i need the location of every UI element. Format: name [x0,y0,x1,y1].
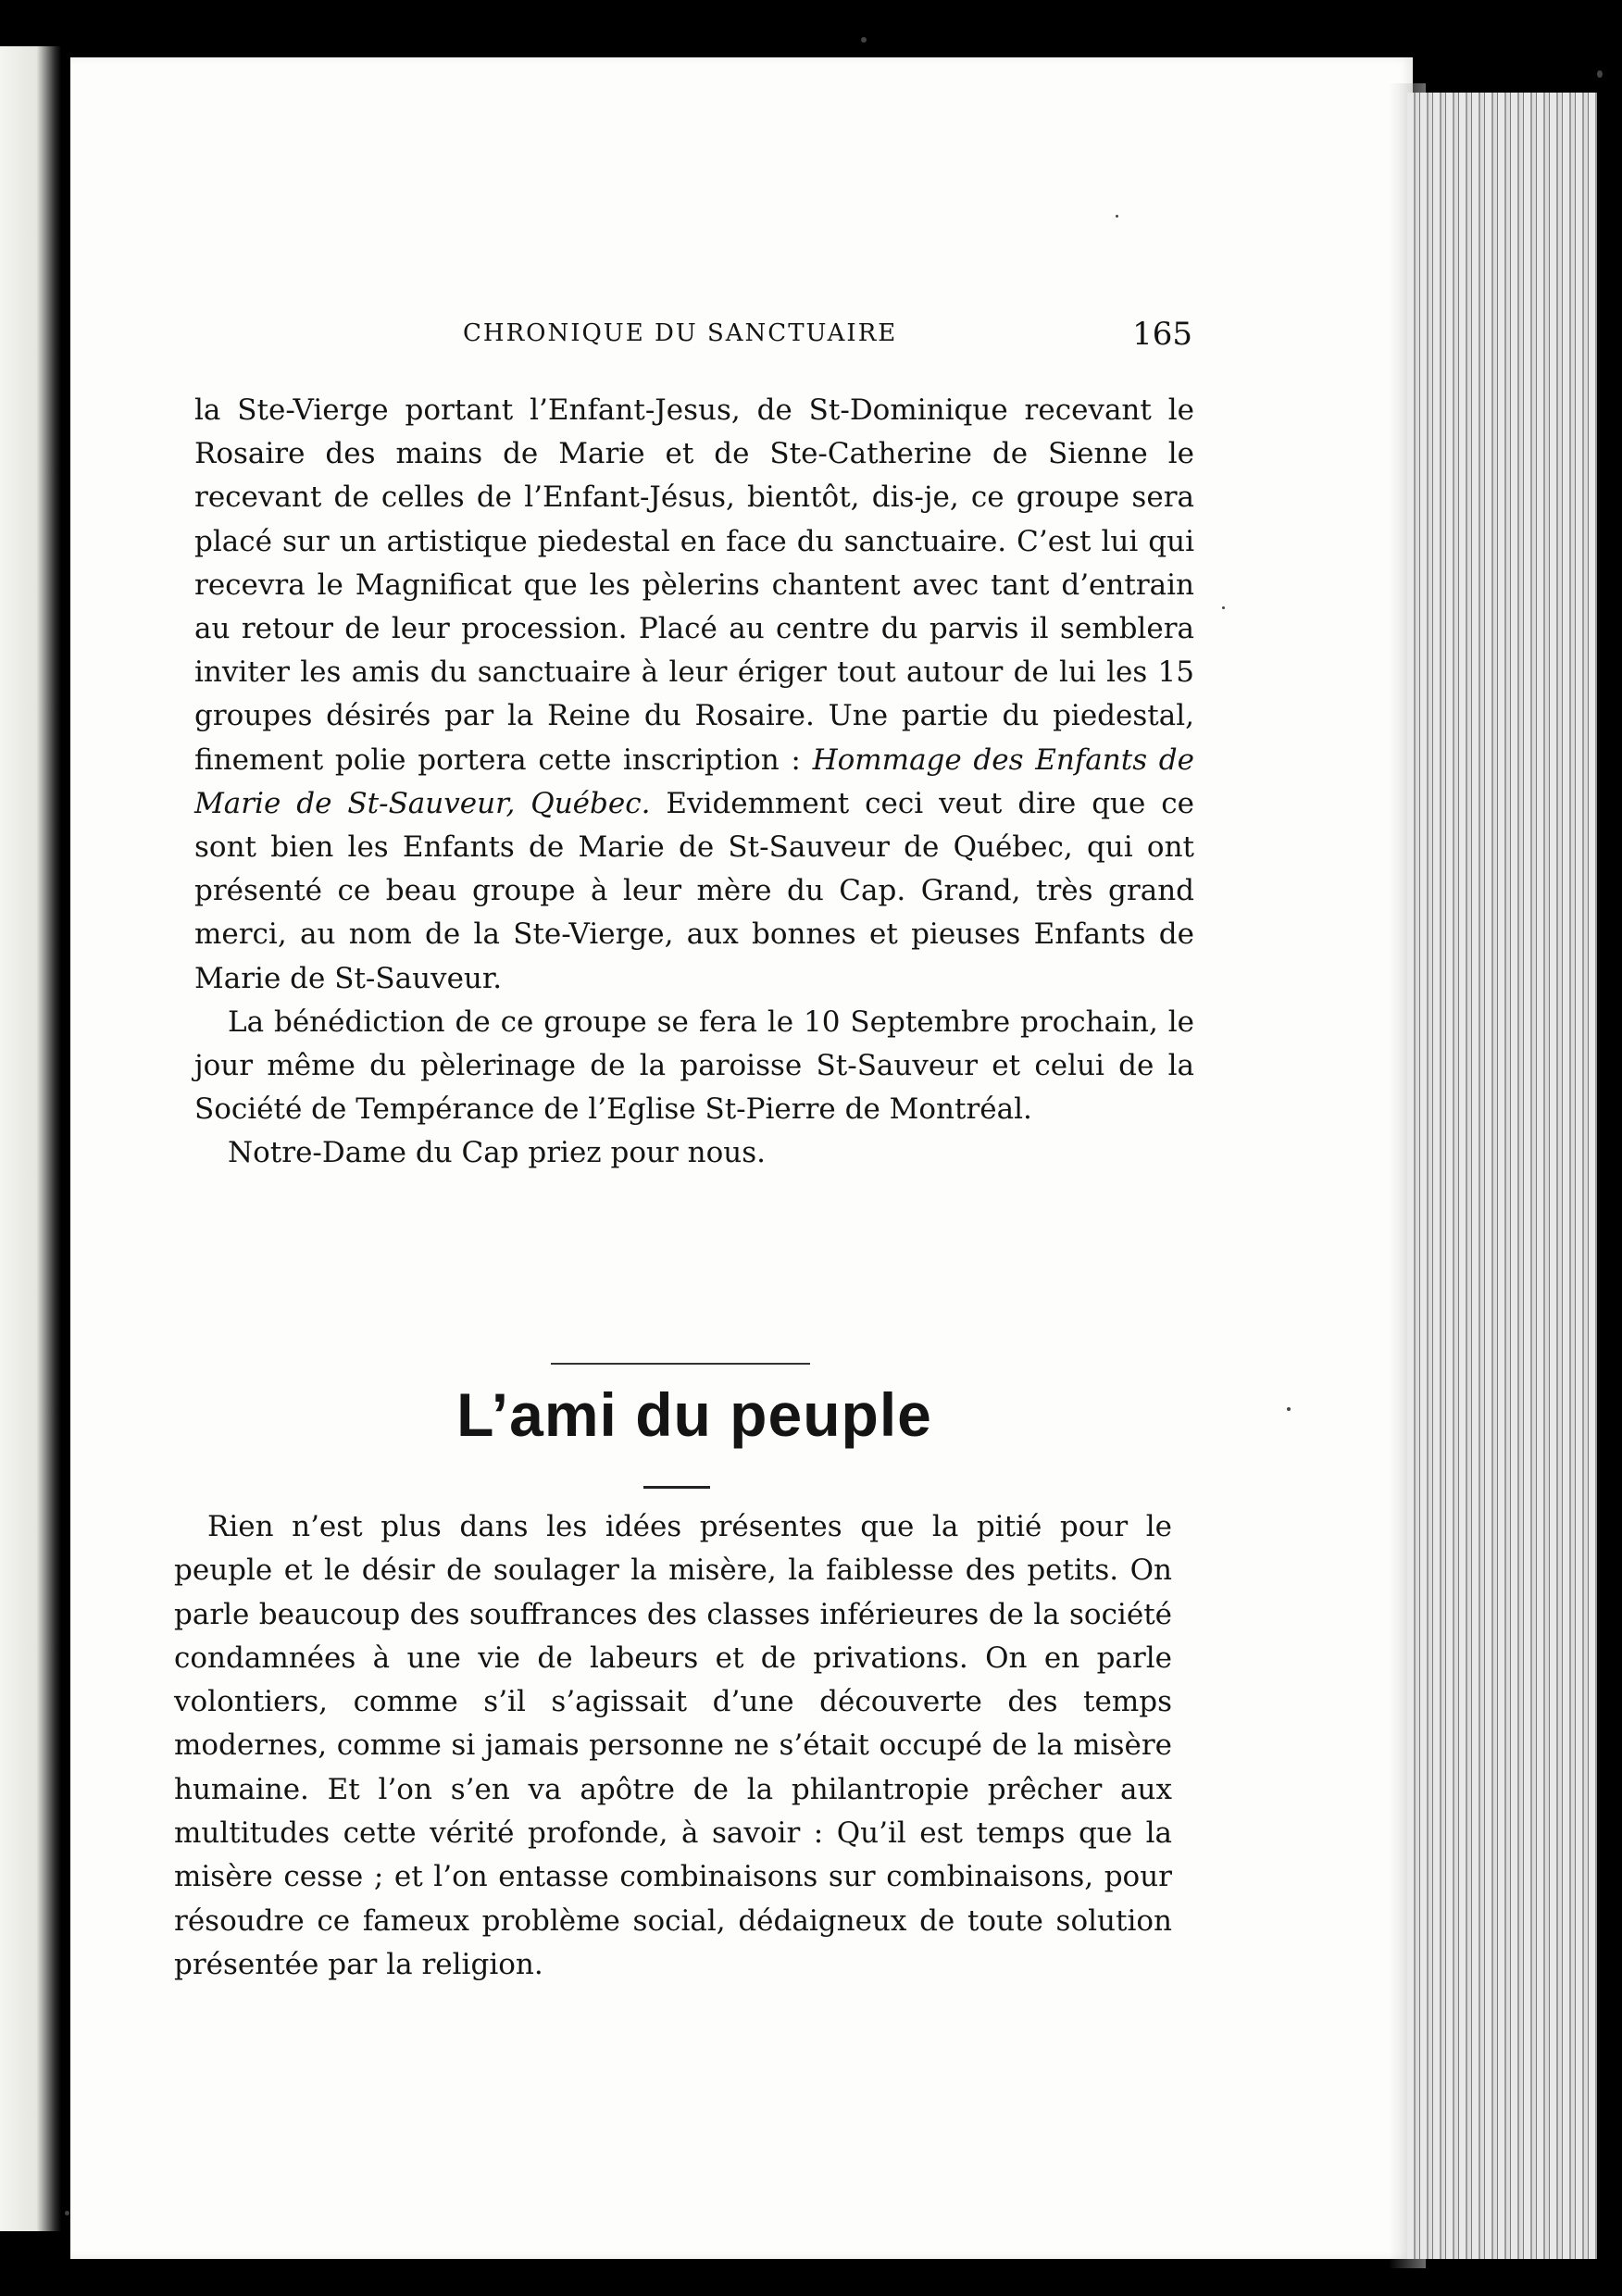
speck [861,37,867,43]
section-divider-rule [551,1363,810,1365]
paragraph-continued [194,389,1194,1001]
speck [1116,215,1118,218]
article-text [174,1505,1172,1987]
page-stack-edges [1407,93,1597,2259]
chronicle-text [194,389,1194,1176]
speck [65,2211,69,2215]
speck [1597,70,1603,78]
speck [1222,606,1225,609]
running-head [194,316,1194,356]
paragraph-text: Evidemment ceci veut dire que ce sont bien les Enfants de Marie de St-Sauveur de Québec, qui ont présenté ce beau groupe à leur mère du Cap. Grand, très grand merci, au nom de la Ste-Vierge, aux bonnes et pieuses Enfants de Marie de St-Sauveur. [194,786,1195,995]
section-title: L’ami du peuple [456,1380,932,1449]
paragraph-benediction: La bénédiction de ce groupe se fera le 10 Septembre prochain, le jour même du pèlerinage de la paroisse St-Sauveur et celui de la Société de Tempérance de l’Eglise St-Pierre de Montréal. [194,1004,1194,1127]
title-underline-rule [643,1486,710,1489]
page-number: 165 [1132,316,1192,353]
inscription-italic: Hommage des Enfants de Marie de St-Sauveur, Québec. [194,742,1194,820]
paragraph-article: Rien n’est plus dans les idées présentes que la pitié pour le peuple et le désir de soulager la misère, la faiblesse des petits. On parle beaucoup des souffrances des classes inférieures de la société condamnées à une vie de labeurs et de privations. On en parle volontiers, comme s’il s’agissait d’une découverte des temps modernes, comme si jamais personne ne s’était occupé de la misère humaine. Et l’on s’en va apôtre de la philantropie prêcher aux multitudes cette vérité profonde, à savoir : Qu’il est temps que la misère cesse ; et l’on entasse combinaisons sur combinaisons, pour résoudre ce fameux problème social, dédaigneux de toute solution présentée par la religion. [174,1510,1172,1981]
speck [1287,1407,1291,1411]
running-title: CHRONIQUE DU SANCTUAIRE [463,319,898,347]
facing-page-edge [0,46,61,2231]
paragraph-prayer: Notre-Dame du Cap priez pour nous. [228,1136,766,1170]
paragraph-text: la Ste-Vierge portant l’Enfant-Jesus, de St-Dominique recevant le Rosaire des mains de Marie et de Ste-Catherine de Sienne le recevant de celles de l’Enfant-Jésus, bientôt, dis-je, ce groupe sera placé sur un artistique piedestal en face du sanctuaire. C’est lui qui recevra le Magnificat que les pèlerins chantent avec tant d’entrain au retour de leur procession. Placé au centre du parvis il semblera inviter les amis du sanctuaire à leur ériger tout autour de lui les 15 groupes désirés par la Reine du Rosaire. Une partie du piedestal, finement polie portera cette inscription : [194,393,1194,777]
